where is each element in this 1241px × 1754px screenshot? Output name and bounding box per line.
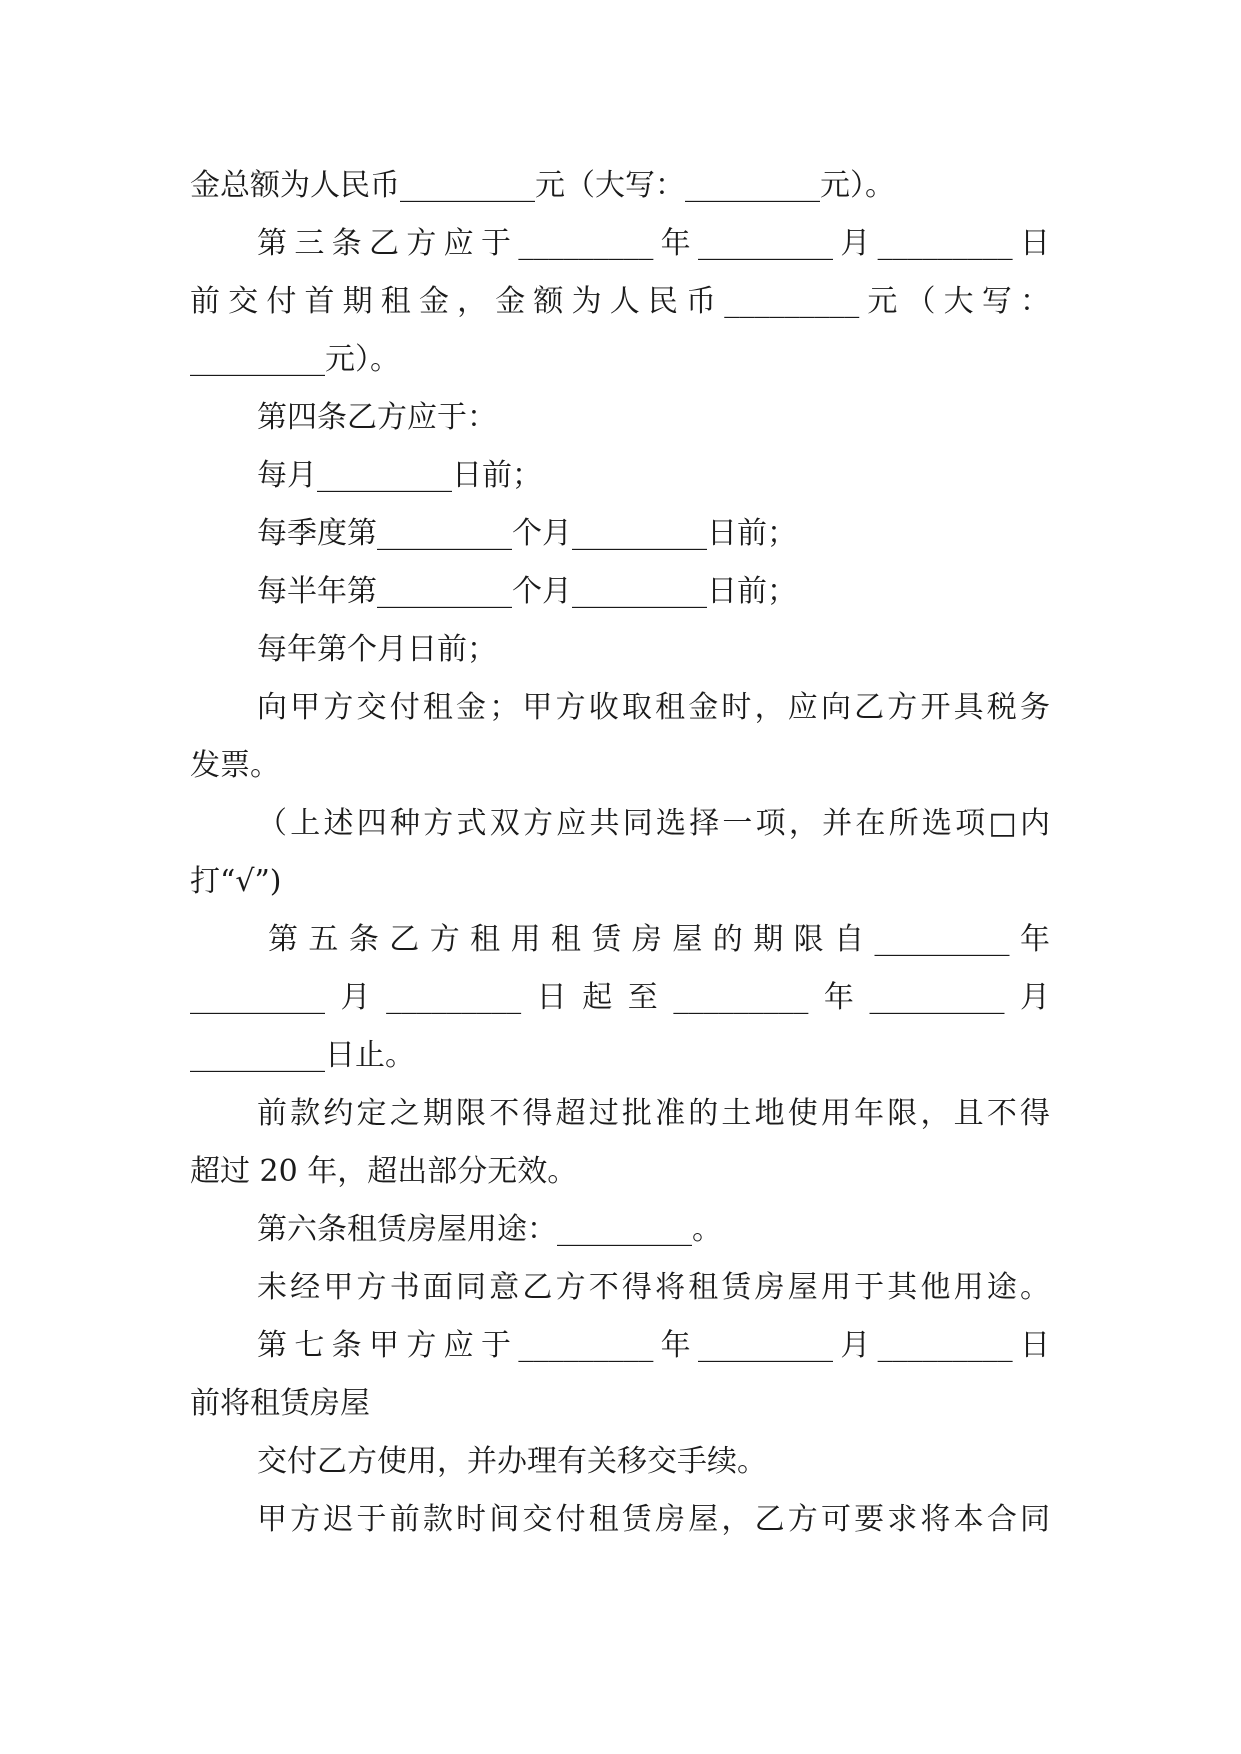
text-line: 未经甲方书面同意乙方不得将租赁房屋用于其他用途。 — [257, 1270, 1050, 1305]
text-line: 发票。 — [190, 748, 280, 783]
text-line: 每年第个月日前； — [257, 632, 497, 667]
text-line: 第六条租赁房屋用途：_________。 — [257, 1212, 722, 1247]
text-line: 向甲方交付租金；甲方收取租金时，应向乙方开具税务 — [257, 690, 1050, 725]
text-line: 每月_________日前； — [257, 458, 542, 493]
text-line: 前款约定之期限不得超过批准的土地使用年限，且不得 — [257, 1096, 1050, 1131]
text-line: _________元）。 — [190, 342, 400, 377]
text-line: 交付乙方使用，并办理有关移交手续。 — [257, 1444, 767, 1479]
text-line: 打“√”) — [190, 864, 282, 899]
text-line: （上述四种方式双方应共同选择一项，并在所选项□内 — [257, 806, 1050, 841]
text-line: 金总额为人民币_________元（大写：_________元）。 — [190, 168, 895, 203]
text-line: 前交付首期租金，金额为人民币_________元（大写： — [190, 284, 1050, 319]
text-line: 前将租赁房屋 — [190, 1386, 370, 1421]
text-line: 第四条乙方应于： — [257, 400, 497, 435]
text-line: 每季度第_________个月_________日前； — [257, 516, 797, 551]
text-line: 第三条乙方应于_________年_________月_________日 — [257, 226, 1050, 261]
text-line: _________日止。 — [190, 1038, 415, 1073]
text-line: _________月_________日起至_________年_________月 — [190, 980, 1050, 1015]
text-line: 超过 20 年，超出部分无效。 — [190, 1154, 578, 1189]
text-line: 第五条乙方租用租赁房屋的期限自_________年 — [268, 922, 1050, 957]
text-line: 每半年第_________个月_________日前； — [257, 574, 797, 609]
text-line: 甲方迟于前款时间交付租赁房屋，乙方可要求将本合同 — [257, 1502, 1050, 1537]
text-line: 第七条甲方应于_________年_________月_________日 — [257, 1328, 1050, 1363]
